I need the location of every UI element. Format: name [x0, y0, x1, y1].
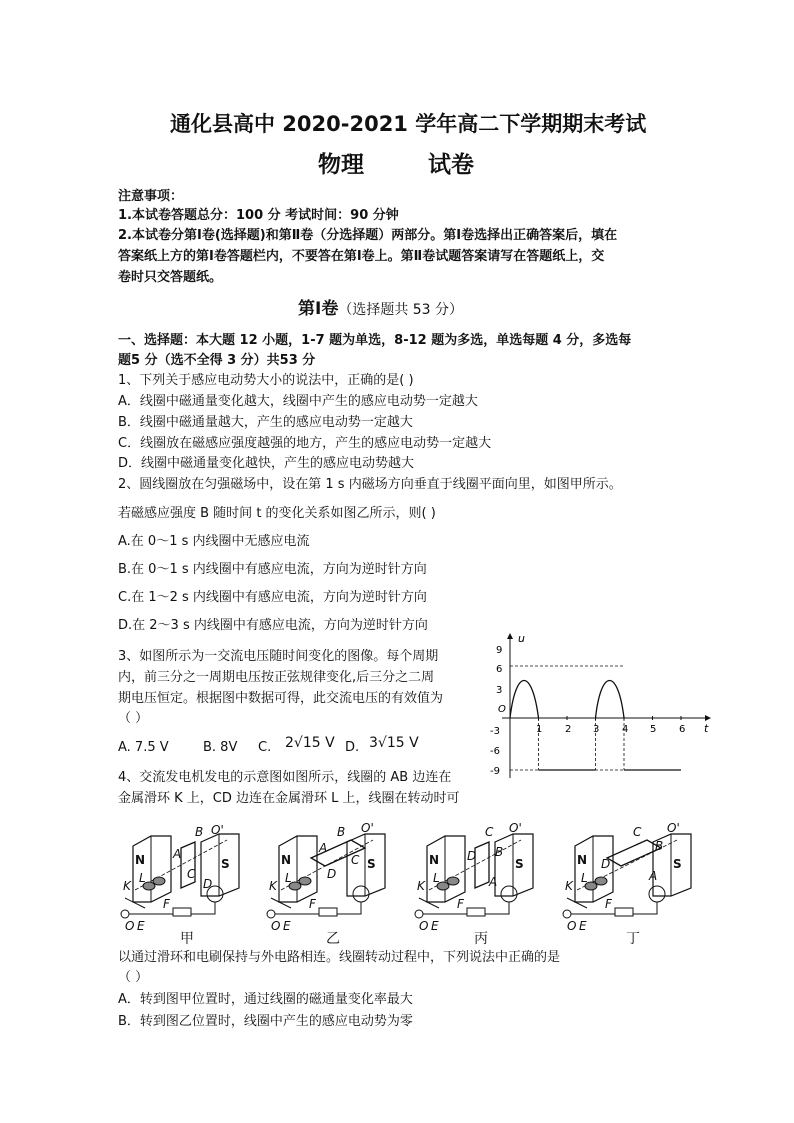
q4-option-a: A．转到图甲位置时，通过线圈的磁通量变化率最大	[118, 992, 413, 1007]
svg-text:A: A	[489, 875, 498, 889]
notes-line-1: 1.本试卷答题总分：100 分 考试时间：90 分钟	[118, 208, 399, 223]
figure-label-ding: 丁	[626, 931, 640, 947]
section-name: 第Ⅰ卷	[298, 299, 339, 319]
q3-option-c-label: C.	[258, 740, 272, 755]
x-tick-2: 2	[565, 724, 572, 735]
svg-text:O': O'	[667, 821, 680, 835]
svg-text:A: A	[173, 847, 182, 861]
svg-text:O: O	[125, 919, 135, 933]
q1-option-d: D．线圈中磁通量变化越快，产生的感应电动势越大	[118, 456, 415, 471]
svg-text:O': O'	[361, 821, 374, 835]
u-axis-label: u	[518, 632, 525, 645]
instructions-line-1: 一、选择题：本大题 12 小题，1-7 题为单选，8-12 题为多选，单选每题 4 分，多选每	[118, 333, 632, 348]
coil	[181, 842, 195, 888]
y-tick-m9: -9	[490, 766, 500, 777]
q4-line-4: （ ）	[118, 970, 149, 985]
svg-text:D: D	[327, 867, 337, 881]
svg-text:A: A	[319, 841, 328, 855]
svg-text:K: K	[417, 879, 425, 893]
figure-bing	[415, 821, 533, 933]
q4-line-2: 金属滑环 K 上，CD 边连在金属滑环 L 上，线圈在转动时可	[118, 791, 460, 806]
svg-text:C: C	[633, 825, 642, 839]
svg-text:F: F	[605, 897, 612, 911]
svg-text:F: F	[163, 897, 170, 911]
svg-text:B: B	[655, 839, 664, 853]
y-tick-m3: -3	[490, 726, 500, 737]
q2-stem-1: 2、圆线圈放在匀强磁场中，设在第 1 s 内磁场方向垂直于线圈平面向里，如图甲所示。	[118, 477, 622, 492]
svg-text:B: B	[195, 825, 204, 839]
notes-heading: 注意事项：	[118, 189, 184, 204]
q3-option-a: A. 7.5 V	[118, 740, 169, 755]
notes-line-2a: 2.本试卷分第Ⅰ卷(选择题)和第Ⅱ卷（分选择题）两部分。第Ⅰ卷选择出正确答案后，填在	[118, 228, 618, 243]
magnet-n	[279, 836, 317, 902]
svg-text:K: K	[123, 879, 131, 893]
q3-line-2: 内，前三分之一周期电压按正弦规律变化,后三分之二周	[118, 670, 435, 685]
section-subtitle: （选择题共 53 分）	[338, 302, 464, 318]
x-tick-4: 4	[622, 724, 629, 735]
y-tick-9: 9	[496, 645, 503, 656]
q1-option-c: C．线圈放在磁感应强度越强的地方，产生的感应电动势一定越大	[118, 436, 492, 451]
x-tick-3: 3	[593, 724, 600, 735]
q2-option-d: D.在 2～3 s 内线圈中有感应电流，方向为逆时针方向	[118, 618, 428, 633]
coil	[475, 842, 489, 888]
q4-line-1: 4、交流发电机发电的示意图如图所示，线圈的 AB 边连在	[118, 770, 452, 785]
magnet-s	[495, 834, 533, 896]
svg-text:E: E	[431, 919, 439, 933]
svg-text:N: N	[429, 853, 440, 867]
svg-text:D: D	[467, 849, 477, 863]
svg-text:L: L	[285, 871, 292, 885]
notes-line-2c: 卷时只交答题纸。	[118, 270, 223, 285]
figure-label-bing: 丙	[474, 931, 488, 947]
svg-text:O': O'	[509, 821, 522, 835]
exam-title: 通化县高中 2020-2021 学年高二下学期期末考试	[170, 112, 647, 136]
voltage-time-graph	[490, 628, 716, 788]
svg-text:S: S	[367, 857, 376, 871]
t-axis-label: t	[704, 722, 709, 735]
svg-text:O: O	[567, 919, 577, 933]
q2-option-b: B.在 0～1 s 内线圈中有感应电流，方向为逆时针方向	[118, 562, 427, 577]
paper-label: 试卷	[428, 152, 474, 178]
svg-text:N: N	[135, 853, 146, 867]
svg-text:D: D	[203, 877, 213, 891]
q3-option-d-value: 3√15 V	[369, 735, 419, 751]
svg-text:B: B	[337, 825, 346, 839]
figure-ding	[563, 821, 691, 933]
svg-text:C: C	[187, 867, 196, 881]
svg-text:S: S	[673, 857, 682, 871]
svg-text:F: F	[457, 897, 464, 911]
svg-text:N: N	[577, 853, 588, 867]
q3-line-4: （ ）	[118, 711, 149, 726]
svg-text:C: C	[485, 825, 494, 839]
svg-text:E: E	[579, 919, 587, 933]
figure-jia	[121, 823, 239, 933]
q4-line-3: 以通过滑环和电刷保持与外电路相连。线圈转动过程中，下列说法中正确的是	[118, 950, 561, 965]
subject-name: 物理	[318, 152, 364, 178]
svg-text:S: S	[515, 857, 524, 871]
svg-text:L: L	[581, 871, 588, 885]
q2-option-a: A.在 0～1 s 内线圈中无感应电流	[118, 534, 310, 549]
q1-option-b: B．线圈中磁通量越大，产生的感应电动势一定越大	[118, 415, 413, 430]
graph-origin: O	[498, 704, 506, 715]
svg-text:A: A	[649, 869, 658, 883]
x-tick-1: 1	[536, 724, 543, 735]
figure-yi	[267, 821, 385, 933]
generator-figures	[115, 818, 705, 942]
svg-text:L: L	[433, 871, 440, 885]
svg-text:O: O	[271, 919, 281, 933]
y-tick-6: 6	[496, 664, 503, 675]
q3-option-c-value: 2√15 V	[285, 735, 335, 751]
q4-option-b: B．转到图乙位置时，线圈中产生的感应电动势为零	[118, 1014, 413, 1029]
notes-line-2b: 答案纸上方的第Ⅰ卷答题栏内，不要答在第Ⅰ卷上。第Ⅱ卷试题答案请写在答题纸上，交	[118, 249, 605, 264]
q2-option-c: C.在 1～2 s 内线圈中有感应电流，方向为逆时针方向	[118, 590, 427, 605]
svg-text:N: N	[281, 853, 292, 867]
q2-stem-2: 若磁感应强度 B 随时间 t 的变化关系如图乙所示，则( )	[118, 506, 436, 521]
q3-line-3: 期电压恒定。根据图中数据可得，此交流电压的有效值为	[118, 691, 444, 706]
magnet-n	[427, 836, 465, 902]
svg-text:O': O'	[211, 823, 224, 837]
svg-text:K: K	[269, 879, 277, 893]
y-tick-3: 3	[496, 685, 503, 696]
svg-text:L: L	[139, 871, 146, 885]
figure-label-jia: 甲	[180, 931, 194, 947]
svg-text:F: F	[309, 897, 316, 911]
svg-text:O: O	[419, 919, 429, 933]
magnet-n	[133, 836, 171, 902]
section-title	[298, 294, 463, 319]
svg-text:S: S	[221, 857, 230, 871]
svg-text:E: E	[137, 919, 145, 933]
q1-option-a: A．线圈中磁通量变化越大，线圈中产生的感应电动势一定越大	[118, 394, 478, 409]
q3-option-d-label: D.	[345, 740, 360, 755]
q1-stem: 1、下列关于感应电动势大小的说法中，正确的是( )	[118, 373, 414, 388]
q3-option-b: B. 8V	[203, 740, 238, 755]
svg-text:K: K	[565, 879, 573, 893]
instructions-line-2: 题5 分（选不全得 3 分）共53 分	[118, 353, 316, 368]
x-tick-5: 5	[650, 724, 657, 735]
svg-text:B: B	[495, 845, 504, 859]
svg-text:E: E	[283, 919, 291, 933]
q3-line-1: 3、如图所示为一交流电压随时间变化的图像。每个周期	[118, 649, 439, 664]
svg-text:C: C	[351, 853, 360, 867]
figure-label-yi: 乙	[326, 931, 340, 947]
svg-text:D: D	[601, 857, 611, 871]
y-tick-m6: -6	[490, 746, 500, 757]
x-tick-6: 6	[679, 724, 686, 735]
